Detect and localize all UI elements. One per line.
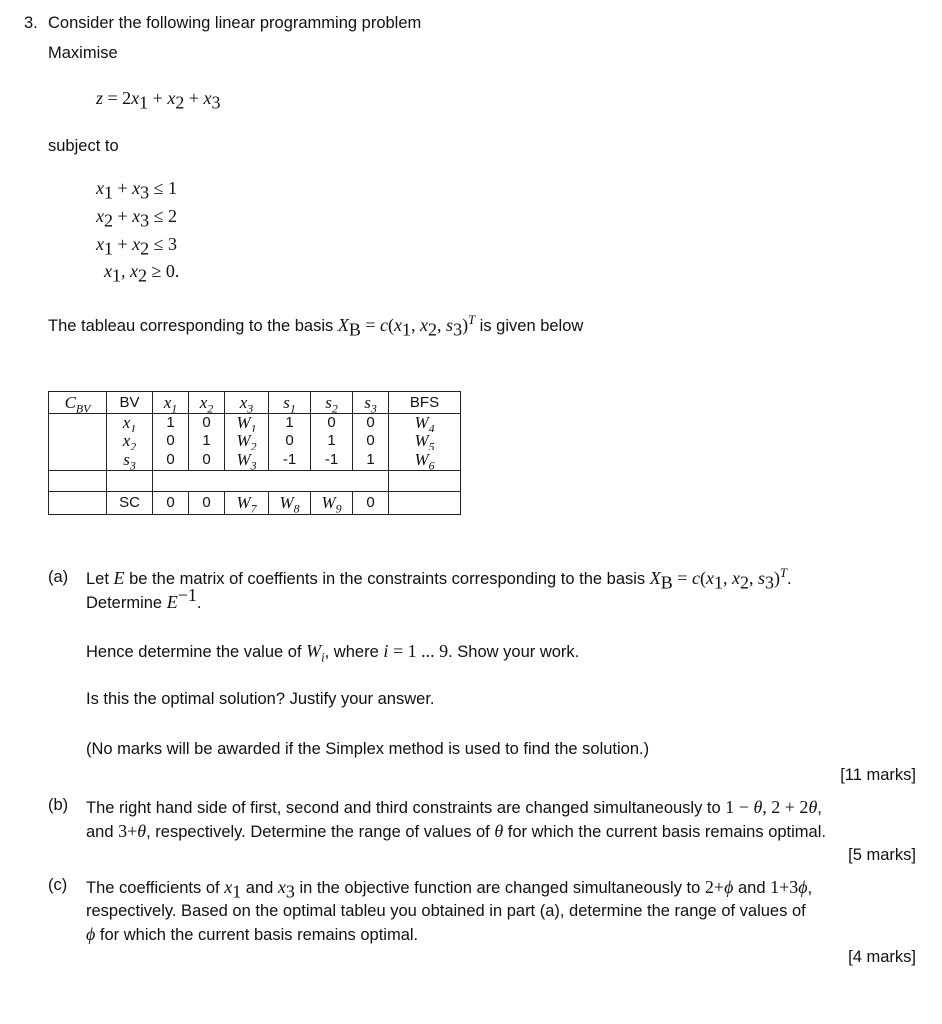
cell-w7: $W_7$ xyxy=(225,492,269,515)
cell xyxy=(389,492,461,515)
cell: 0 xyxy=(189,492,225,515)
constraint-2: $x_2 + x_3 \le 2$ xyxy=(96,206,178,231)
maximise-label: Maximise xyxy=(48,44,118,62)
cell xyxy=(389,471,461,492)
cell-w6: $W_6$ xyxy=(389,450,461,471)
cell: 1 xyxy=(269,414,311,433)
tableau-intro xyxy=(48,313,584,340)
cell-w2: $W_2$ xyxy=(225,432,269,450)
cell: 1 xyxy=(311,432,353,450)
bv-x1: $x_1$ xyxy=(107,414,153,433)
part-b-marks: [5 marks] xyxy=(848,846,916,864)
table-row xyxy=(49,450,461,471)
header-x1: $x_1$ xyxy=(153,392,189,414)
bv-x2: $x_2$ xyxy=(107,432,153,450)
cell: 0 xyxy=(353,414,389,433)
cell-w1: $W_1$ xyxy=(225,414,269,433)
tableau-sc-row xyxy=(49,492,461,515)
cell: 1 xyxy=(353,450,389,471)
cell: 0 xyxy=(269,432,311,450)
cell: 0 xyxy=(353,492,389,515)
question-intro: Consider the following linear programming problem xyxy=(48,14,422,32)
cell-w9: $W_9$ xyxy=(311,492,353,515)
cell: 0 xyxy=(189,450,225,471)
cell: 0 xyxy=(311,414,353,433)
header-x3: $x_3$ xyxy=(225,392,269,414)
part-b-text: The right hand side of first, second and third constraints are changed simultaneously to 1 − θ, 2 + 2θ, and 3+θ, respectively. Determine the range of values of θ for which the current basis remains optimal. xyxy=(86,797,826,841)
cell-w8: $W_8$ xyxy=(269,492,311,515)
part-b-label: (b) xyxy=(48,796,69,814)
cell: 1 xyxy=(189,432,225,450)
table-row xyxy=(49,414,461,433)
cell-w4: $W_4$ xyxy=(389,414,461,433)
cell-w5: $W_5$ xyxy=(389,432,461,450)
header-cbv: $C_{BV}$ xyxy=(49,392,107,414)
cell-w3: $W_3$ xyxy=(225,450,269,471)
header-s1: $s_1$ xyxy=(269,392,311,414)
tableau-intro-basis: $X_B = c(x_1$, $x_2$, $s_3)^T$ xyxy=(337,313,476,340)
header-bv: BV xyxy=(107,392,153,414)
part-a-line1: Let E be the matrix of coeffients in the constraints corresponding to the basis $X_B = c(x_1$, $x_2$, $s_3)^T$. xyxy=(86,566,792,593)
part-a-marks: [11 marks] xyxy=(840,766,916,784)
part-a-optimal: Is this the optimal solution? Justify your answer. xyxy=(86,690,435,708)
part-a-note: (No marks will be awarded if the Simplex method is used to find the solution.) xyxy=(86,740,650,758)
cell: -1 xyxy=(311,450,353,471)
simplex-tableau xyxy=(48,391,461,515)
cell: 0 xyxy=(353,432,389,450)
cell xyxy=(49,492,107,515)
header-bfs: BFS xyxy=(389,392,461,414)
part-c-label: (c) xyxy=(48,876,68,894)
table-row xyxy=(49,432,461,450)
tableau-intro-prefix: The tableau corresponding to the basis xyxy=(48,317,334,335)
tableau-spacer-row xyxy=(49,471,461,492)
cell: 0 xyxy=(153,432,189,450)
part-a-hence: Hence determine the value of $W_i$, where i = 1 ... 9. Show your work. xyxy=(86,641,580,665)
constraint-1: $x_1 + x_3 \le 1$ xyxy=(96,178,178,203)
cell xyxy=(107,471,153,492)
bv-s3: $s_3$ xyxy=(107,450,153,471)
subject-to-label: subject to xyxy=(48,137,119,155)
header-s2: $s_2$ xyxy=(311,392,353,414)
part-a-label: (a) xyxy=(48,568,69,586)
cell xyxy=(153,471,389,492)
cell: 0 xyxy=(153,492,189,515)
objective-function: $z = 2x_1 + x_2 + x_3$ xyxy=(96,88,221,113)
header-s3: $s_3$ xyxy=(353,392,389,414)
constraint-4: $x_1$, $x_2 \ge 0$. xyxy=(104,261,180,286)
cell: 0 xyxy=(189,414,225,433)
cbv-cell xyxy=(49,414,107,471)
cell xyxy=(49,471,107,492)
part-c-marks: [4 marks] xyxy=(848,948,916,966)
cell: 1 xyxy=(153,414,189,433)
part-a-line2: Determine $E^{-1}$. xyxy=(86,585,202,612)
tableau-header-row xyxy=(49,392,461,414)
question-number: 3. xyxy=(24,14,38,32)
part-c-text: The coefficients of $x_1$ and $x_3$ in the objective function are changed simultaneously to 2+ϕ and 1+3ϕ, respectively. Based on the optimal tableu you obtained in part (a), determine the range of values of ϕ for which the current basis remains optimal. xyxy=(86,877,813,944)
constraint-3: $x_1 + x_2 \le 3$ xyxy=(96,234,178,259)
header-x2: $x_2$ xyxy=(189,392,225,414)
cell: 0 xyxy=(153,450,189,471)
tableau-intro-suffix: is given below xyxy=(479,317,584,335)
cell: -1 xyxy=(269,450,311,471)
sc-label: SC xyxy=(107,492,153,515)
